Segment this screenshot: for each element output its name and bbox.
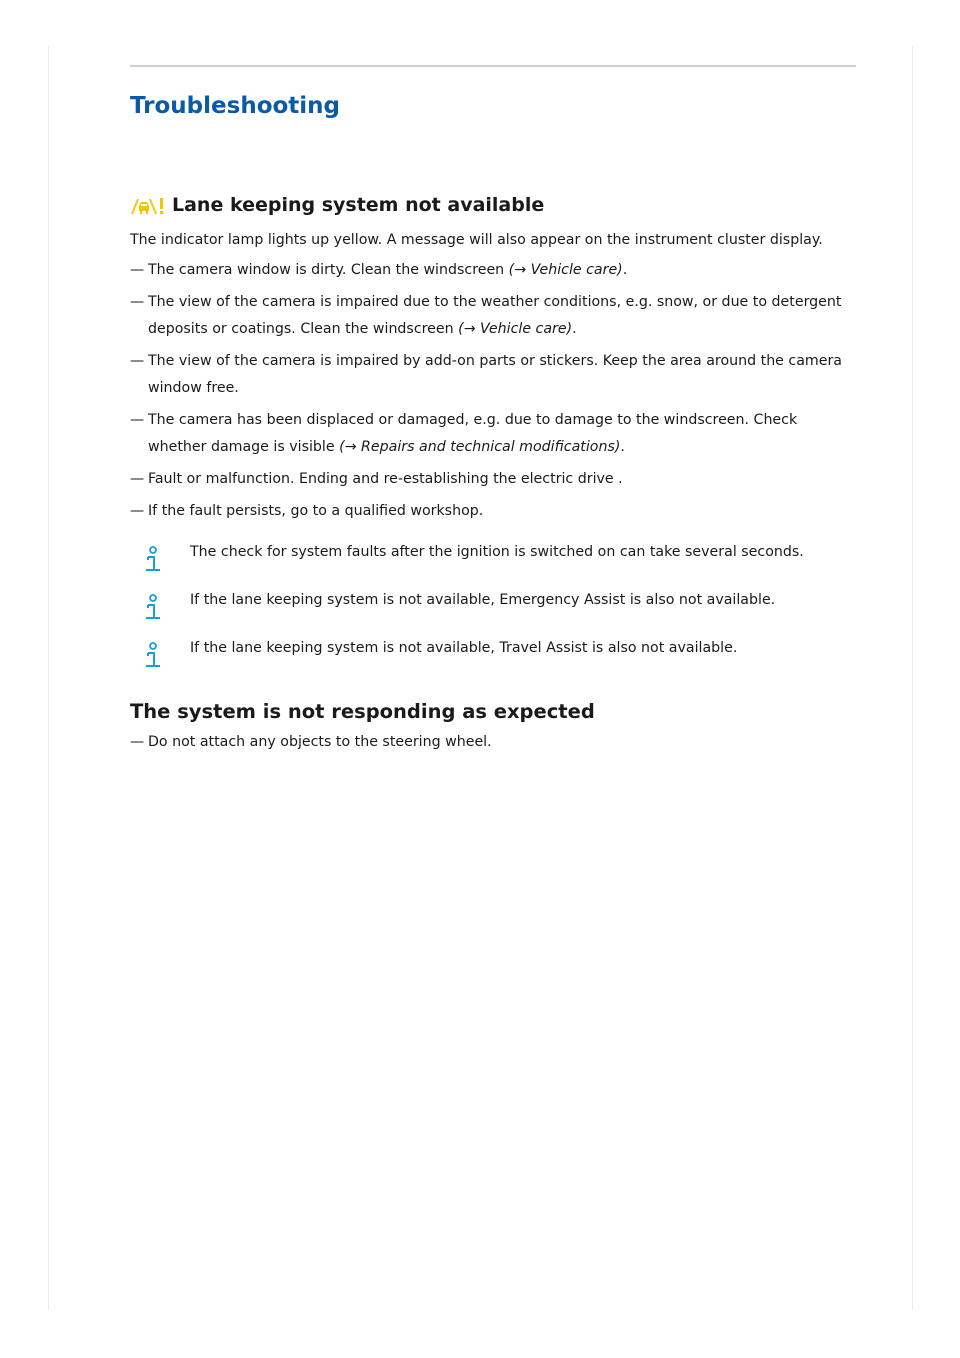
list-item: — Fault or malfunction. Ending and re-establishing the electric drive .: [130, 471, 623, 487]
right-margin-line: [912, 46, 913, 1310]
cross-reference-link[interactable]: (→ Vehicle care): [458, 321, 573, 337]
cause-list: [130, 257, 860, 525]
lane-keeping-warning-icon: [130, 195, 166, 215]
list-item: — The view of the camera is impaired due to the weather conditions, e.g. snow, or due to detergent deposits or coatings. Clean the windscreen (→ Vehicle care).: [130, 294, 842, 337]
info-notes: [130, 539, 860, 671]
info-icon: [142, 545, 164, 575]
intro-text: The indicator lamp lights up yellow. A message will also appear on the instrument cluster display.: [130, 232, 823, 248]
section-heading-not-responding: The system is not responding as expected: [130, 700, 595, 723]
section-heading-text: Lane keeping system not available: [172, 194, 545, 216]
top-divider: [130, 65, 856, 67]
info-note-text: If the lane keeping system is not available, Emergency Assist is also not available.: [190, 592, 776, 608]
cross-reference-link[interactable]: (→ Vehicle care): [508, 262, 623, 278]
list-item: — If the fault persists, go to a qualified workshop.: [130, 503, 484, 519]
list-item: — The camera has been displaced or damaged, e.g. due to damage to the windscreen. Check whether damage is visible (→ Repairs and technical modifications).: [130, 412, 798, 455]
info-note-text: If the lane keeping system is not available, Travel Assist is also not available.: [190, 640, 738, 656]
info-icon: [142, 593, 164, 623]
info-note: [130, 587, 860, 623]
left-margin-line: [48, 46, 49, 1310]
info-icon: [142, 641, 164, 671]
page-content: [130, 88, 860, 755]
info-note: [130, 539, 860, 575]
section-heading-lane-keeping: [130, 191, 860, 219]
list-item: — The camera window is dirty. Clean the windscreen (→ Vehicle care).: [130, 262, 628, 278]
info-note-text: The check for system faults after the ignition is switched on can take several seconds.: [190, 544, 804, 560]
page-title: Troubleshooting: [130, 93, 341, 119]
list-item: — The view of the camera is impaired by add-on parts or stickers. Keep the area around the camera window free.: [130, 353, 842, 396]
cross-reference-link[interactable]: (→ Repairs and technical modifications): [339, 439, 621, 455]
info-note: [130, 635, 860, 671]
advice-list: [130, 729, 860, 755]
list-item: — Do not attach any objects to the steering wheel.: [130, 734, 492, 750]
